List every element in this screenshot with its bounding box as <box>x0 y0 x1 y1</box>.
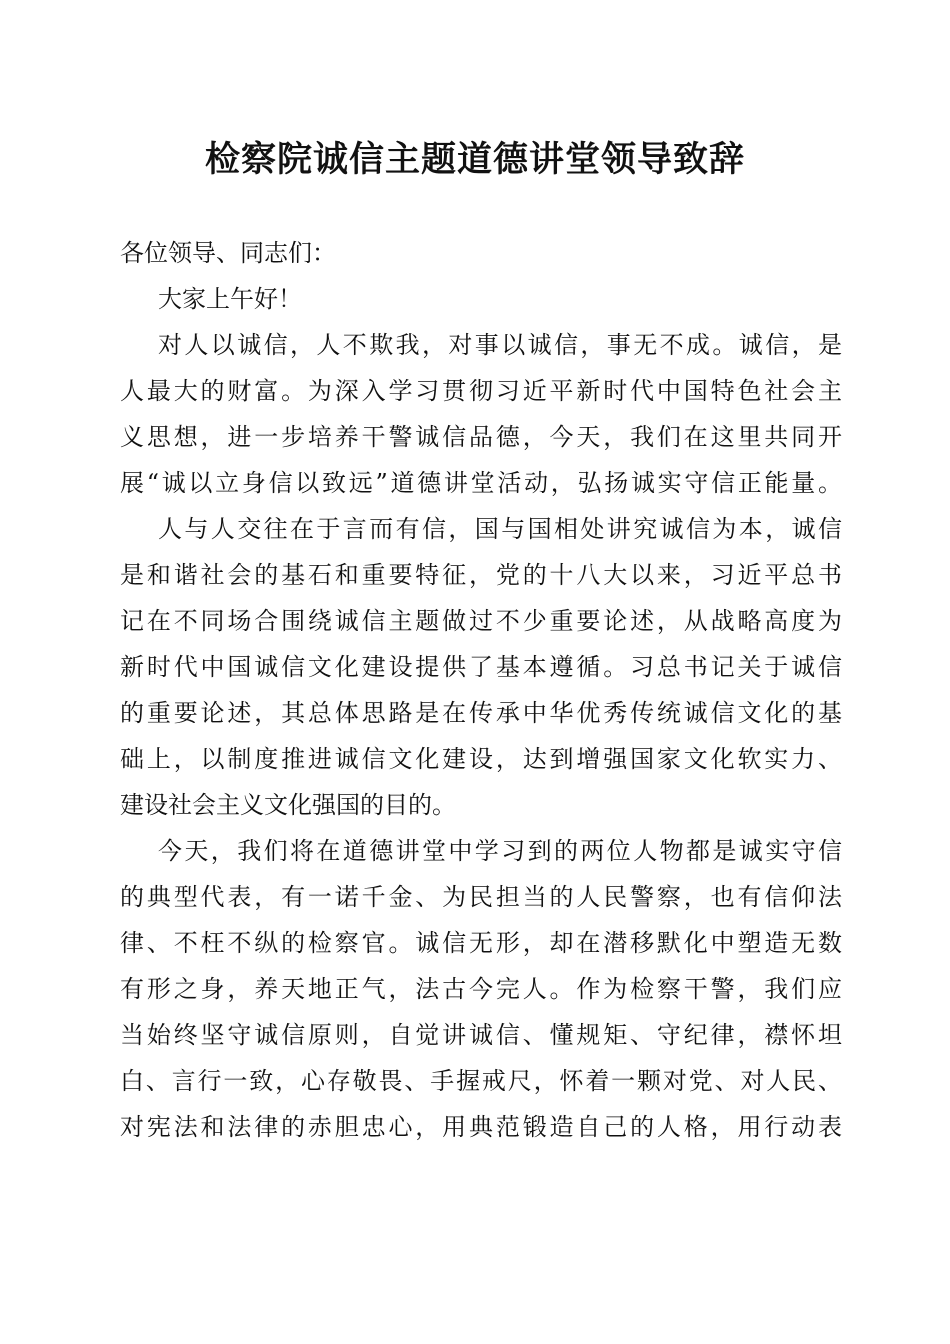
paragraph-2-line-2: 是和谐社会的基石和重要特征，党的十八大以来，习近平总书 <box>120 561 842 589</box>
paragraph-1-line-3: 义思想，进一步培养干警诚信品德，今天，我们在这里共同开 <box>120 423 842 451</box>
paragraph-1-line-1: 对人以诚信，人不欺我，对事以诚信，事无不成。诚信，是 <box>158 331 842 359</box>
document-title: 检察院诚信主题道德讲堂领导致辞 <box>204 139 745 180</box>
salutation-line: 各位领导、同志们： <box>120 239 336 267</box>
paragraph-3-line-4: 有形之身，养天地正气，法古今完人。作为检察干警，我们应 <box>120 975 842 1003</box>
paragraph-3-line-5: 当始终坚守诚信原则，自觉讲诚信、懂规矩、守纪律，襟怀坦 <box>120 1021 842 1049</box>
paragraph-2-line-5: 的重要论述，其总体思路是在传承中华优秀传统诚信文化的基 <box>120 699 842 727</box>
paragraph-3-line-6: 白、言行一致，心存敬畏、手握戒尺，怀着一颗对党、对人民、 <box>120 1067 842 1095</box>
paragraph-3-line-1: 今天，我们将在道德讲堂中学习到的两位人物都是诚实守信 <box>158 837 842 865</box>
paragraph-2-line-3: 记在不同场合围绕诚信主题做过不少重要论述，从战略高度为 <box>120 607 842 635</box>
paragraph-2-line-7: 建设社会主义文化强国的目的。 <box>120 791 456 819</box>
paragraph-2-line-4: 新时代中国诚信文化建设提供了基本遵循。习总书记关于诚信 <box>120 653 842 681</box>
paragraph-3-line-2: 的典型代表，有一诺千金、为民担当的人民警察，也有信仰法 <box>120 883 842 911</box>
paragraph-1-line-4: 展“诚以立身信以致远”道德讲堂活动，弘扬诚实守信正能量。 <box>120 469 842 497</box>
paragraph-3-line-7: 对宪法和法律的赤胆忠心，用典范锻造自己的人格，用行动表 <box>120 1113 842 1141</box>
paragraph-2-line-6: 础上，以制度推进诚信文化建设，达到增强国家文化软实力、 <box>120 745 842 773</box>
paragraph-2-line-1: 人与人交往在于言而有信，国与国相处讲究诚信为本，诚信 <box>158 515 842 543</box>
greeting-line: 大家上午好！ <box>158 285 302 313</box>
paragraph-1-line-2: 人最大的财富。为深入学习贯彻习近平新时代中国特色社会主 <box>120 377 842 405</box>
document-body <box>120 230 842 1150</box>
paragraph-3-line-3: 律、不枉不纵的检察官。诚信无形，却在潜移默化中塑造无数 <box>120 929 842 957</box>
